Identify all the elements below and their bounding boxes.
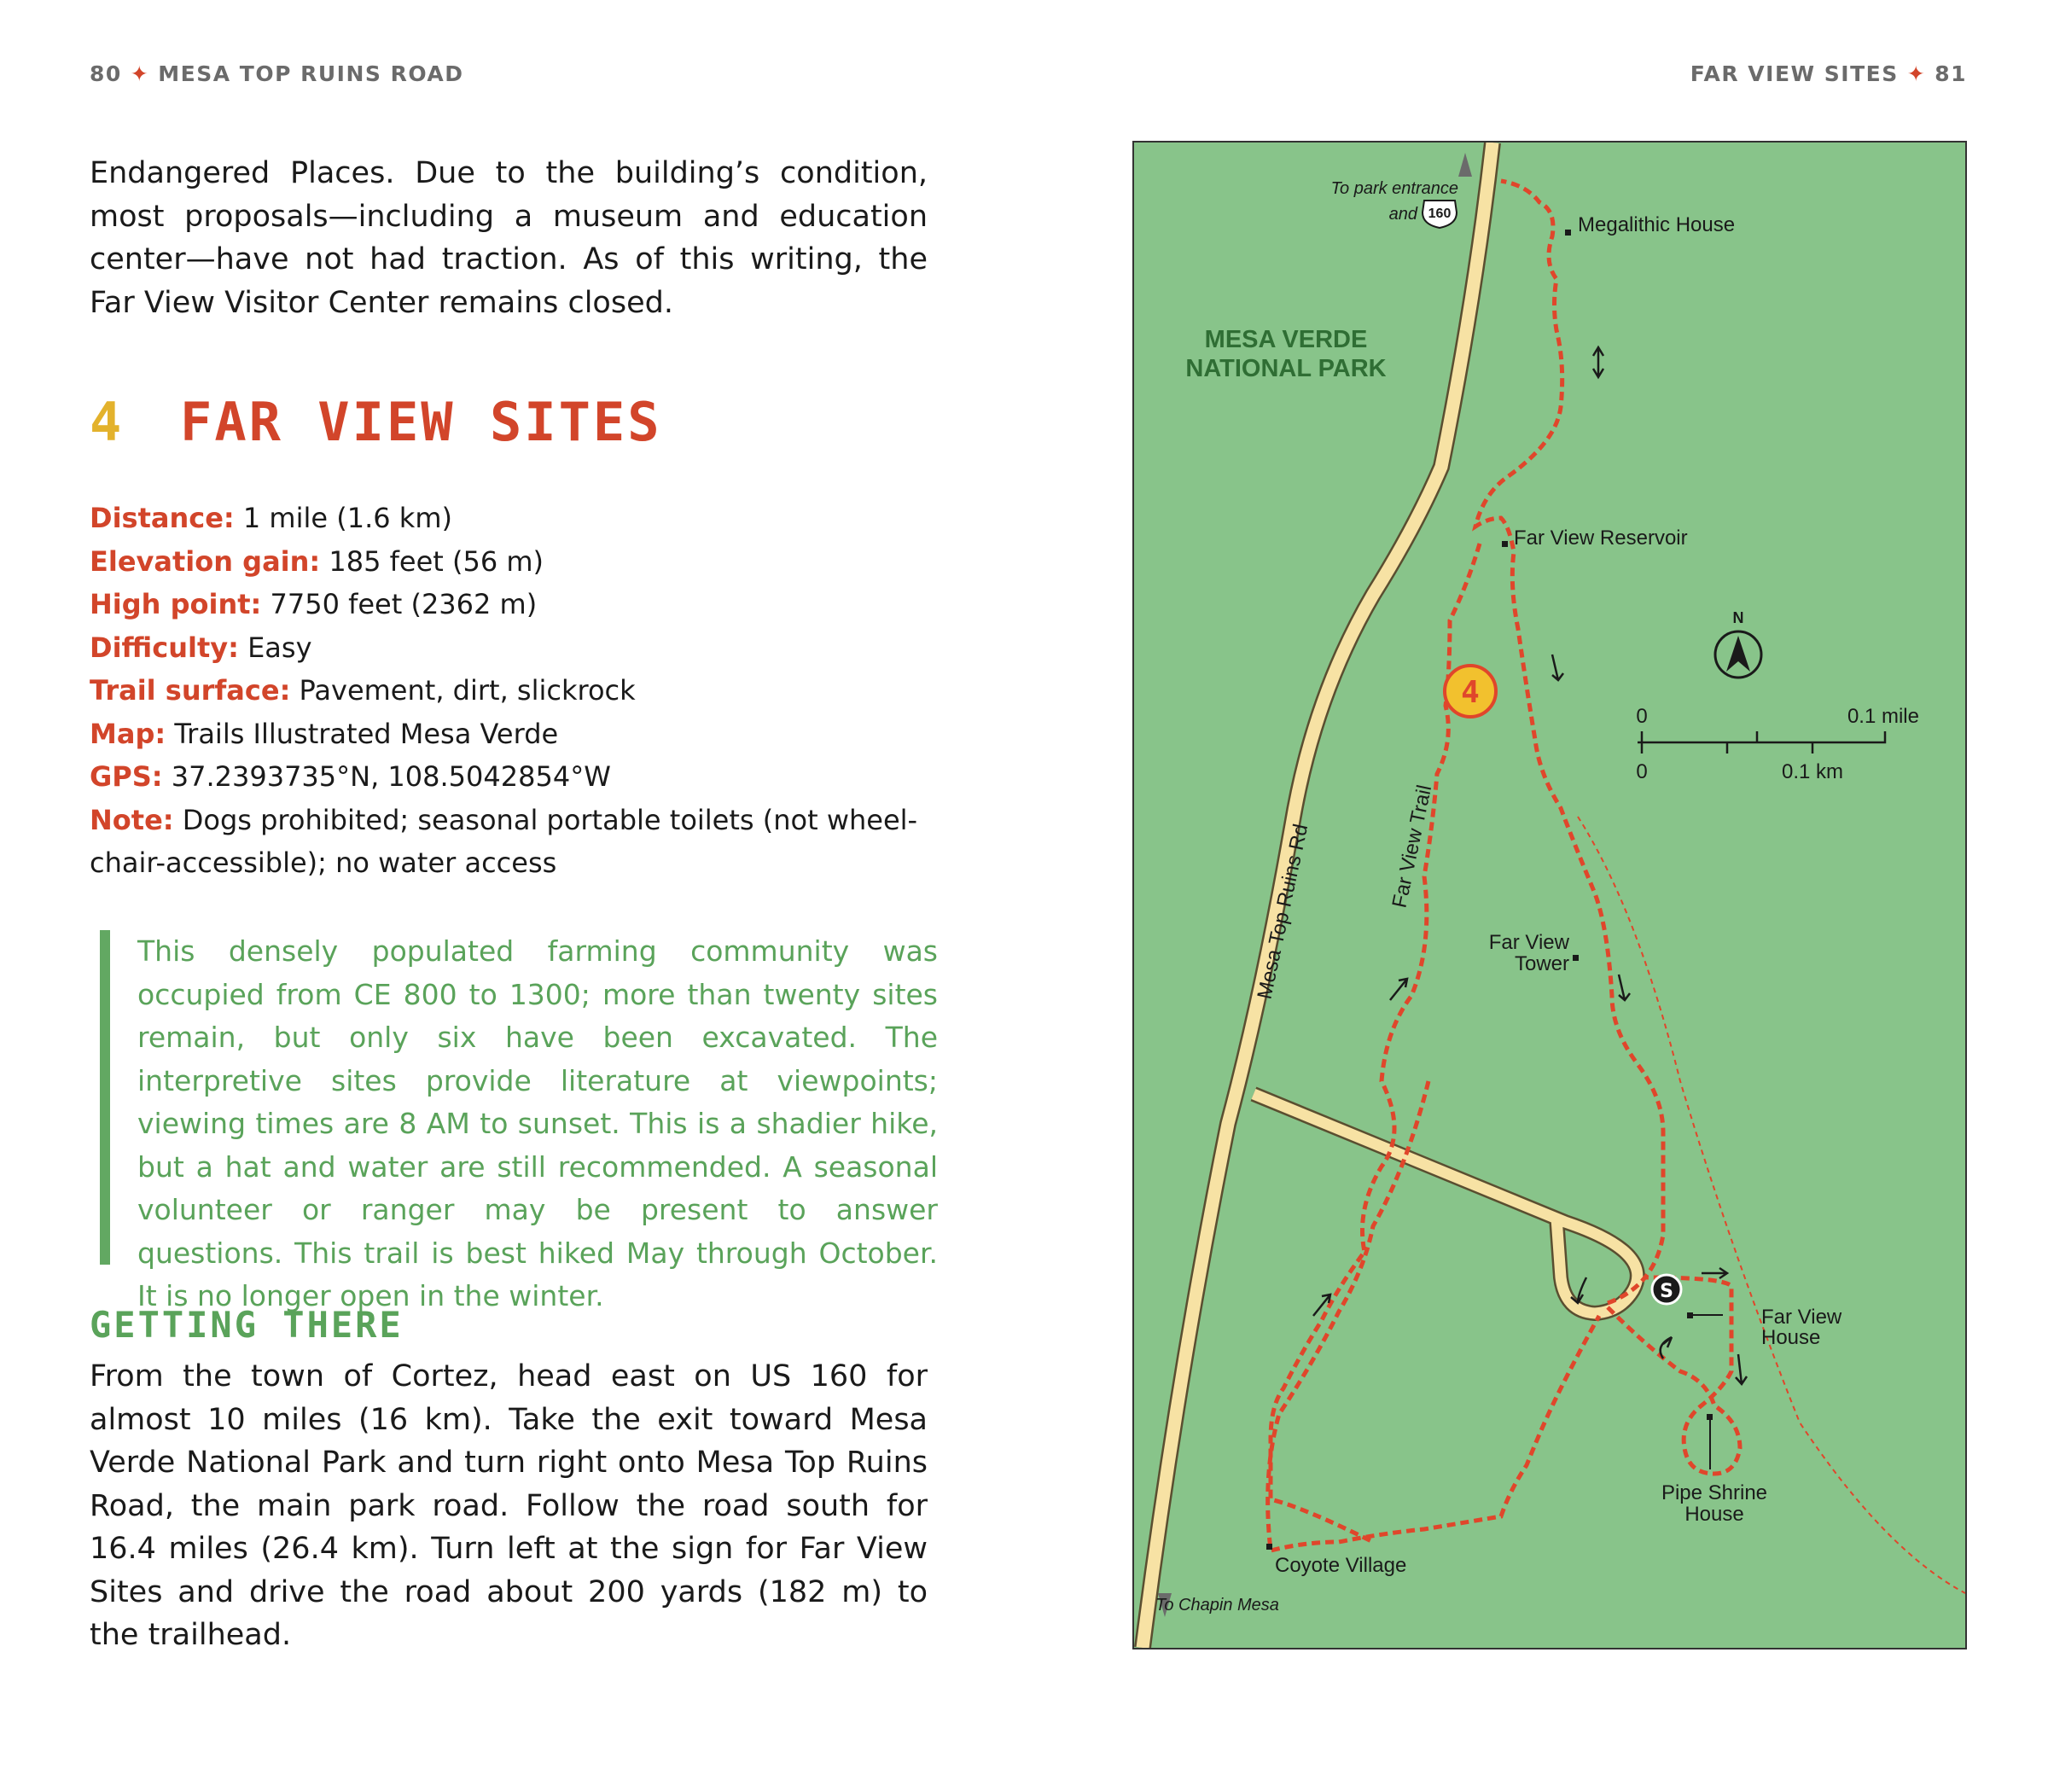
hike-facts — [90, 497, 928, 885]
fact-label: Distance: — [90, 502, 235, 534]
right-running-title: FAR VIEW SITES — [1690, 61, 1899, 86]
highway-shield-number: 160 — [1428, 207, 1452, 221]
intro-text: Endangered Places. Due to the building’s condition, most proposals—including a museum and education center—have not had traction. As of this writing, the Far View Visitor Center remains closed. — [90, 156, 928, 320]
fact-label: GPS: — [90, 760, 163, 793]
park-name-line2: NATIONAL PARK — [1185, 355, 1387, 382]
fact-value: 185 feet (56 m) — [329, 544, 544, 578]
directions-text: From the town of Cortez, head east on US 160 for almost 10 miles (16 km). Take the exit toward Mesa Verde National Park and turn right onto Mesa Top Ruins Road, the main park road. Follow the road south for 16.4 miles (26.4 km). Turn left at the sign for Far View Sites and drive the road about 200 yards (182 m) to the trailhead. — [90, 1359, 928, 1652]
directions-paragraph — [90, 1355, 928, 1657]
fact-label: Map: — [90, 717, 166, 750]
to-park-entrance-label: To park entrance — [1330, 179, 1458, 198]
direction-arrow-icon — [1571, 1277, 1586, 1303]
pipe-shrine-label-line2: House — [1684, 1503, 1744, 1526]
fact-label: Elevation gain: — [90, 544, 321, 578]
to-park-entrance-and-label: and — [1388, 205, 1417, 224]
getting-there-heading: GETTING THERE — [90, 1304, 404, 1346]
direction-arrow-icon — [1552, 655, 1563, 680]
hike-heading — [90, 391, 662, 453]
far-view-trail — [1475, 181, 1663, 1303]
far-view-reservoir-label: Far View Reservoir — [1514, 527, 1688, 550]
direction-arrow-icon — [1661, 1337, 1672, 1359]
side-trail — [1578, 817, 1965, 1593]
trail-label: Far View Trail — [1388, 783, 1437, 911]
pipe-shrine-label-line1: Pipe Shrine — [1661, 1481, 1768, 1504]
fact-value: 37.2393735°N, 108.5042854°W — [171, 760, 611, 793]
fact-label: High point: — [90, 588, 262, 620]
coyote-village-marker — [1266, 1544, 1272, 1550]
fact-note — [90, 799, 928, 885]
direction-arrow-icon — [1390, 979, 1407, 1000]
scale-mile-label: 0.1 mile — [1847, 705, 1919, 728]
megalithic-house-marker — [1565, 230, 1571, 236]
trail-map — [1132, 141, 1967, 1649]
park-name-line1: MESA VERDE — [1204, 326, 1368, 353]
scale-km-label: 0.1 km — [1781, 760, 1844, 783]
road-label: Mesa Top Ruins Rd — [1253, 822, 1313, 1002]
hike-number: 4 — [90, 391, 125, 453]
summary-callout — [100, 930, 938, 1312]
trailhead-start-label: S — [1660, 1281, 1673, 1302]
fact-high-point — [90, 583, 928, 626]
far-view-tower-label-line1: Far View — [1488, 931, 1569, 954]
north-road-arrow-icon — [1458, 153, 1472, 177]
coyote-village-trail — [1268, 1081, 1599, 1551]
fact-value: 1 mile (1.6 km) — [242, 502, 452, 534]
fact-label: Difficulty: — [90, 631, 239, 664]
fact-value: Easy — [247, 631, 312, 664]
far-view-tower-label-line2: Tower — [1514, 952, 1569, 975]
separator-star-icon: ✦ — [1906, 61, 1927, 86]
fact-label: Trail surface: — [90, 674, 291, 707]
scale-km-zero: 0 — [1636, 760, 1648, 783]
left-running-title: MESA TOP RUINS ROAD — [158, 61, 464, 86]
fact-label: Note: — [90, 803, 174, 836]
scale-bar — [1638, 731, 1885, 753]
direction-arrow-icon — [1593, 347, 1603, 377]
left-page-number: 80 — [90, 61, 122, 86]
fact-elevation — [90, 540, 928, 584]
left-running-header — [90, 61, 464, 86]
fact-map — [90, 713, 928, 756]
hike-title: FAR VIEW SITES — [180, 391, 662, 453]
fact-value: Pavement, dirt, slickrock — [299, 674, 636, 707]
right-page-number: 81 — [1935, 61, 1967, 86]
spur-road — [1254, 1094, 1638, 1313]
far-view-tower-marker — [1573, 955, 1579, 961]
far-view-house-label-line1: Far View — [1761, 1306, 1842, 1329]
fact-surface — [90, 669, 928, 713]
direction-arrow-icon — [1619, 975, 1630, 1000]
coyote-village-label: Coyote Village — [1275, 1554, 1407, 1577]
fact-difficulty — [90, 626, 928, 670]
intro-paragraph — [90, 152, 928, 324]
callout-text: This densely populated farming community was occupied from CE 800 to 1300; more than twenty sites remain, but only six have been excavated. The interpretive sites provide literature at viewpoints; viewing times are 8 AM to sunset. This is a shadier hike, but a hat and water are still recommended. A seasonal volunteer or ranger may be present to answer questions. This trail is best hiked May through October. It is no longer open in the winter. — [137, 934, 938, 1312]
fact-value: 7750 feet (2362 m) — [270, 588, 538, 620]
fact-gps — [90, 755, 928, 799]
direction-arrow-icon — [1736, 1354, 1747, 1384]
right-running-header — [1690, 61, 1967, 86]
to-chapin-mesa-label: To Chapin Mesa — [1155, 1596, 1279, 1615]
megalithic-house-label: Megalithic House — [1578, 213, 1736, 236]
fact-value: Dogs prohibited; seasonal portable toilets (not wheel-chair-accessible); no water access — [90, 803, 918, 879]
direction-arrow-icon — [1702, 1268, 1727, 1278]
hike-number-marker-text: 4 — [1461, 675, 1480, 710]
fact-value: Trails Illustrated Mesa Verde — [174, 717, 559, 750]
separator-star-icon: ✦ — [130, 61, 150, 86]
far-view-house-label-line2: House — [1761, 1326, 1821, 1349]
scale-mile-zero: 0 — [1636, 705, 1648, 728]
north-label: N — [1732, 609, 1744, 626]
far-view-reservoir-marker — [1502, 541, 1508, 547]
map-graphic — [1134, 143, 1965, 1648]
fact-distance — [90, 497, 928, 540]
